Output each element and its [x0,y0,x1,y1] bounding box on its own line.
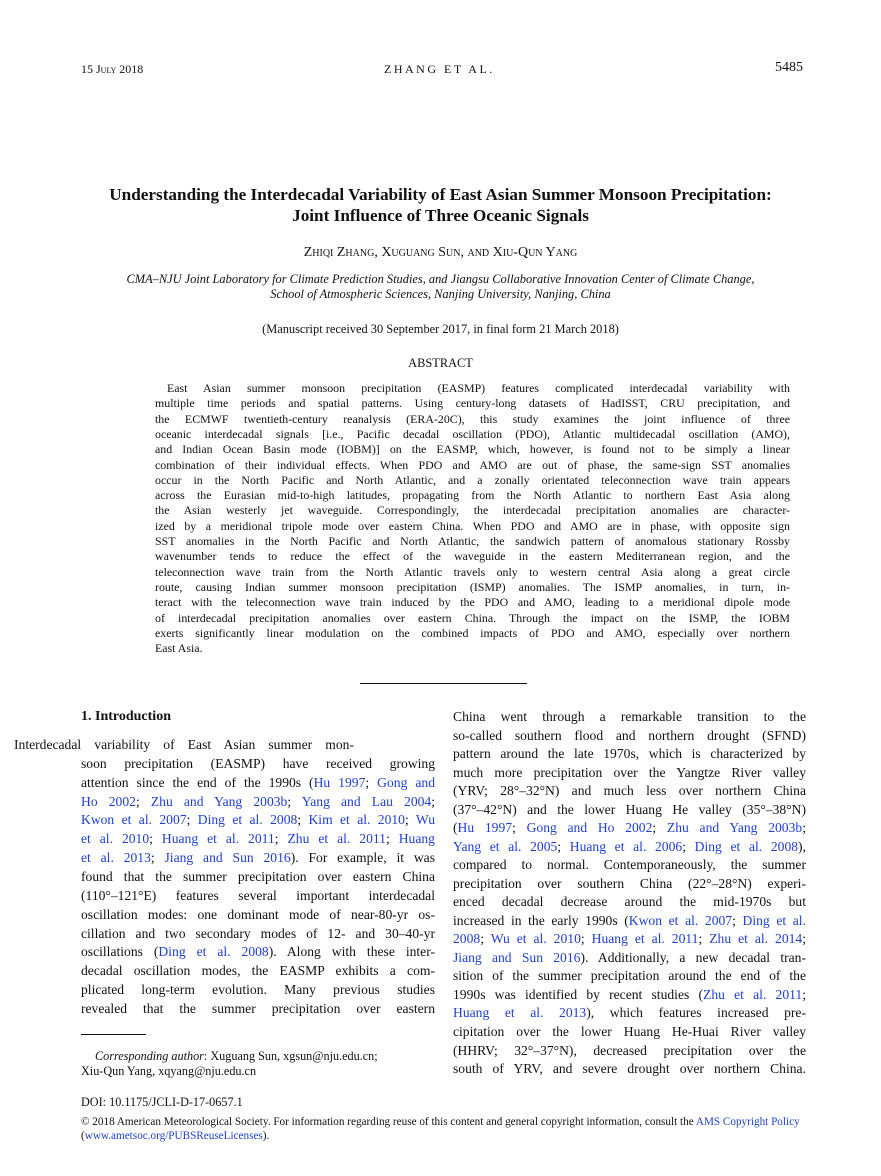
doi: DOI: 10.1175/JCLI-D-17-0657.1 [81,1095,243,1109]
text-segment: pattern around the late 1970s, which is characterized by [453,746,806,762]
citation-link[interactable]: et al. 2010 [81,831,150,847]
text-segment: oscillations ( [81,944,159,960]
text-line [453,765,806,781]
citation-link[interactable]: Zhu et al. 2011 [287,831,386,847]
affiliation-line-1: CMA–NJU Joint Laboratory for Climate Prediction Studies, and Jiangsu Collaborative Innovation Center of Climate Change, [126,272,755,286]
text-segment: ; [297,812,309,828]
text-segment: ). Additionally, a new decadal tran- [580,949,807,965]
text-line [453,950,806,966]
text-line [81,982,435,998]
section-divider [360,683,527,684]
text-segment: ( [453,820,458,836]
text-segment: (110°–121°E) features several important interdecadal [81,887,435,903]
reuse-licenses-link[interactable]: www.ametsoc.org/PUBSReuseLicenses [84,1129,263,1142]
text-line [453,746,806,762]
abstract-line: exerts significantly linear modulation on the combined impacts of PDO and AMO, especially over northern [155,625,790,640]
citation-link[interactable]: Huang et al. 2006 [569,838,683,854]
text-segment: (37°–42°N) and the lower Huang He valley (35°–38°N) [453,801,806,817]
abstract-line: ized by a meridional tripole mode over eastern China. When PDO and AMO are in phase, with opposite sign [155,518,790,533]
citation-link[interactable]: Ding et al. 2008 [158,944,269,960]
abstract-line: occur in the North Pacific and North Atlantic, and a zonally orientated teleconnection wave train appears [155,472,790,487]
abstract-line: across the Eurasian mid-to-high latitudes, propagating from the North Atlantic to northern East Asia along [155,488,790,503]
text-segment: ; [365,774,378,790]
text-line [453,802,806,818]
text-segment: ; [149,831,162,847]
abstract-line: teract with the teleconnection wave train induced by the PDO and AMO, leading to a meridional dipole mode [155,595,790,610]
text-segment: ; [698,931,710,947]
text-segment: ; [431,793,435,809]
text-segment: ; [682,838,695,854]
abstract-line: East Asian summer monsoon precipitation (EASMP) features complicated interdecadal variability with [167,381,790,395]
text-segment: ; [385,831,399,847]
citation-link[interactable]: Kim et al. 2010 [308,812,405,828]
text-segment: ; [802,820,806,836]
text-segment: ; [580,931,592,947]
text-line [453,1024,806,1040]
text-line [81,888,435,904]
text-segment: ; [274,831,288,847]
abstract-line: route, causing Indian summer monsoon precipitation (ISMP) anomalies. The ISMP anomalies, in turn, in- [155,579,790,594]
text-segment: ; [557,838,570,854]
page-number: 5485 [775,60,803,75]
text-segment: ; [287,793,302,809]
text-segment: ), which features increased pre- [586,1005,806,1021]
abstract-line: teleconnection wave train from the North Atlantic travels only to western central Asia along a great circle [155,564,790,579]
text-segment: ), [798,838,806,854]
citation-link[interactable]: Huang et al. 2011 [161,831,275,847]
citation-link[interactable]: et al. 2013 [81,850,151,866]
text-line [81,794,435,810]
citation-link[interactable]: Yang et al. 2005 [453,838,558,854]
paper-title-line-2: Joint Influence of Three Oceanic Signals [292,206,589,225]
abstract-line: and Indian Ocean Basin mode (IOBM)] on the EASMP, which, however, is found not to be simply a linear [155,442,790,457]
text-segment: ; [480,931,491,947]
footnote-line-2: Xiu-Qun Yang, xqyang@nju.edu.cn [81,1064,257,1078]
text-segment: compared to normal. Contemporaneously, the summer [453,857,806,873]
citation-link[interactable]: Yang and Lau 2004 [301,793,432,809]
abstract-line: of interdecadal precipitation anomalies over eastern China. Through the impact on the ISMP, the IOBM [155,610,790,625]
text-line [81,944,435,960]
text-segment: ; [186,812,198,828]
text-line [81,963,435,979]
citation-link[interactable]: Zhu and Yang 2003b [666,820,803,836]
author-list: Zhiqi Zhang, Xuguang Sun, and Xiu-Qun Yang [303,245,578,260]
running-date: 15 July 2018 [81,62,144,76]
text-segment: revealed that the summer precipitation over eastern [81,1001,435,1017]
abstract-heading: ABSTRACT [408,356,473,370]
text-line [453,783,806,799]
copyright-notice [81,1116,806,1143]
citation-link[interactable]: 2008 [453,931,481,947]
citation-link[interactable]: Jiang and Sun 2016 [453,949,581,965]
abstract-line: multiple time periods and spatial patterns. Using century-long datasets of HadISST, CRU precipitation, and [155,396,790,411]
text-segment: Interdecadal variability of East Asian summer mon- [14,737,354,752]
citation-link[interactable]: Ding et al. [742,912,806,928]
text-segment: sition of the summer precipitation around the end of the [453,968,806,984]
text-line [81,831,435,847]
text-line [81,756,435,772]
copyright-close: ). [262,1129,270,1142]
citation-link[interactable]: Wu et al. 2010 [490,931,581,947]
citation-link[interactable]: Kwon et al. 2007 [81,812,187,828]
text-line [453,913,806,929]
text-segment: ; [732,912,743,928]
text-line [453,1061,806,1077]
text-line [453,987,806,1003]
citation-link[interactable]: Kwon et al. 2007 [628,912,733,928]
citation-link[interactable]: Wu [415,812,435,828]
text-line [453,1005,806,1021]
text-line [453,709,806,725]
text-line [453,876,806,892]
text-segment: found that the summer precipitation over eastern China [81,869,435,885]
citation-link[interactable]: Huang et al. 2013 [453,1005,587,1021]
text-segment: precipitation over southern China (22°–28°N) experi- [453,875,806,891]
text-segment: much more precipitation over the Yangtze River valley [453,764,806,780]
text-segment: soon precipitation (EASMP) have received growing [81,755,435,771]
policy-link[interactable]: Policy [771,1116,800,1128]
text-segment: China went through a remarkable transition to the [453,709,806,724]
text-line [453,728,806,744]
citation-link[interactable]: Zhu and Yang 2003b [150,793,288,809]
text-segment: ). Along with these inter- [268,944,435,960]
text-segment: south of YRV, and severe drought over northern China. [453,1061,806,1077]
text-segment: so-called southern flood and northern drought (SFND) [453,727,806,743]
text-line [81,812,435,828]
text-segment: ; [652,820,667,836]
footnote-label: Corresponding author [95,1049,204,1063]
text-line [453,1043,806,1059]
text-segment: ; [150,850,165,866]
paper-title-line-1: Understanding the Interdecadal Variability of East Asian Summer Monsoon Precipitation: [109,185,772,204]
footnote-line-1 [95,1049,378,1064]
text-segment: (YRV; 28°–32°N) and much less over northern China [453,783,806,799]
text-segment: attention since the end of the 1990s ( [81,774,314,790]
footnote-rule [81,1034,146,1035]
text-line [81,1001,435,1017]
citation-link[interactable]: Ding et al. 2008 [694,838,799,854]
text-line [453,839,806,855]
text-segment: plicated long-term evolution. Many previous studies [81,982,435,998]
text-segment: enced decadal decrease around the mid-1970s but [453,894,806,910]
text-segment: oscillation modes: one dominant mode of near-80-yr os- [81,906,435,922]
text-line [81,907,435,923]
citation-link[interactable]: Huang et al. 2011 [591,931,699,947]
text-line [453,968,806,984]
section-heading: 1. Introduction [81,709,171,724]
text-segment: cipitation over the lower Huang He-Huai River valley [453,1024,806,1039]
ams-copyright-link[interactable]: AMS Copyright [695,1116,769,1128]
text-segment: ; [802,986,807,1002]
text-segment: increased in the early 1990s ( [453,912,629,928]
text-segment: ; [404,812,416,828]
abstract-line: wavenumber tends to reduce the effect of the waveguide in the eastern Mediterranean region, and the [155,549,790,564]
text-line [81,869,435,885]
citation-link[interactable]: Gong and [377,774,435,790]
manuscript-dates: (Manuscript received 30 September 2017, in final form 21 March 2018) [262,322,619,336]
text-line [81,850,435,866]
text-segment: ). For example, it was [290,850,435,866]
citation-link[interactable]: Zhu et al. 2014 [709,931,803,947]
text-line [81,926,435,942]
citation-link[interactable]: Zhu et al. 2011 [703,986,803,1002]
copyright-paren: ( [81,1129,85,1142]
affiliation-line-2: School of Atmospheric Sciences, Nanjing University, Nanjing, China [270,287,611,301]
text-segment: (HHRV; 32°–37°N), decreased precipitation over the [453,1042,806,1058]
abstract-line: East Asia. [155,641,203,656]
text-segment: ; [802,931,806,947]
citation-link[interactable]: Jiang and Sun 2016 [164,850,291,866]
citation-link[interactable]: Hu 1997 [457,820,513,836]
text-line [453,857,806,873]
text-line [453,820,806,836]
running-authors: ZHANG ET AL. [384,62,495,76]
copyright-text: © 2018 American Meteorological Society. For information regarding reuse of this content and general copyright information, consult the [81,1116,696,1128]
text-line [453,894,806,910]
abstract-line: the ECMWF twentieth-century reanalysis (ERA-20C), this study examines the joint influence of three [155,411,790,426]
abstract-line: the Asian westerly jet waveguide. Correspondingly, the interdecadal precipitation anomalies are character- [155,503,790,518]
citation-link[interactable]: Ho 2002 [81,793,136,809]
abstract-line: SST anomalies in the North Pacific and North Atlantic, the sandwich pattern of anomalous stationary Rossby [155,534,790,548]
abstract-line: combination of their individual effects. When PDO and AMO are out of phase, the same-sign SST anomalies [155,457,790,472]
text-line [81,775,435,791]
text-segment: decadal oscillation modes, the EASMP exhibits a com- [81,963,435,979]
citation-link[interactable]: Hu 1997 [313,774,366,790]
footnote-text: : Xuguang Sun, xgsun@nju.edu.cn; [203,1049,378,1063]
text-line [0,737,354,753]
text-segment: 1990s was identified by recent studies ( [453,986,704,1002]
text-segment: cillation and two secondary modes of 12- and 30–40-yr [81,925,435,941]
citation-link[interactable]: Huang [398,831,435,847]
citation-link[interactable]: Gong and Ho 2002 [526,820,653,836]
citation-link[interactable]: Ding et al. 2008 [197,812,298,828]
abstract-line: oceanic interdecadal signals [i.e., Pacific decadal oscillation (PDO), Atlantic multidecadal oscillation (AMO), [155,426,790,441]
text-segment: ; [512,820,527,836]
text-segment: ; [135,793,151,809]
text-line [453,931,806,947]
